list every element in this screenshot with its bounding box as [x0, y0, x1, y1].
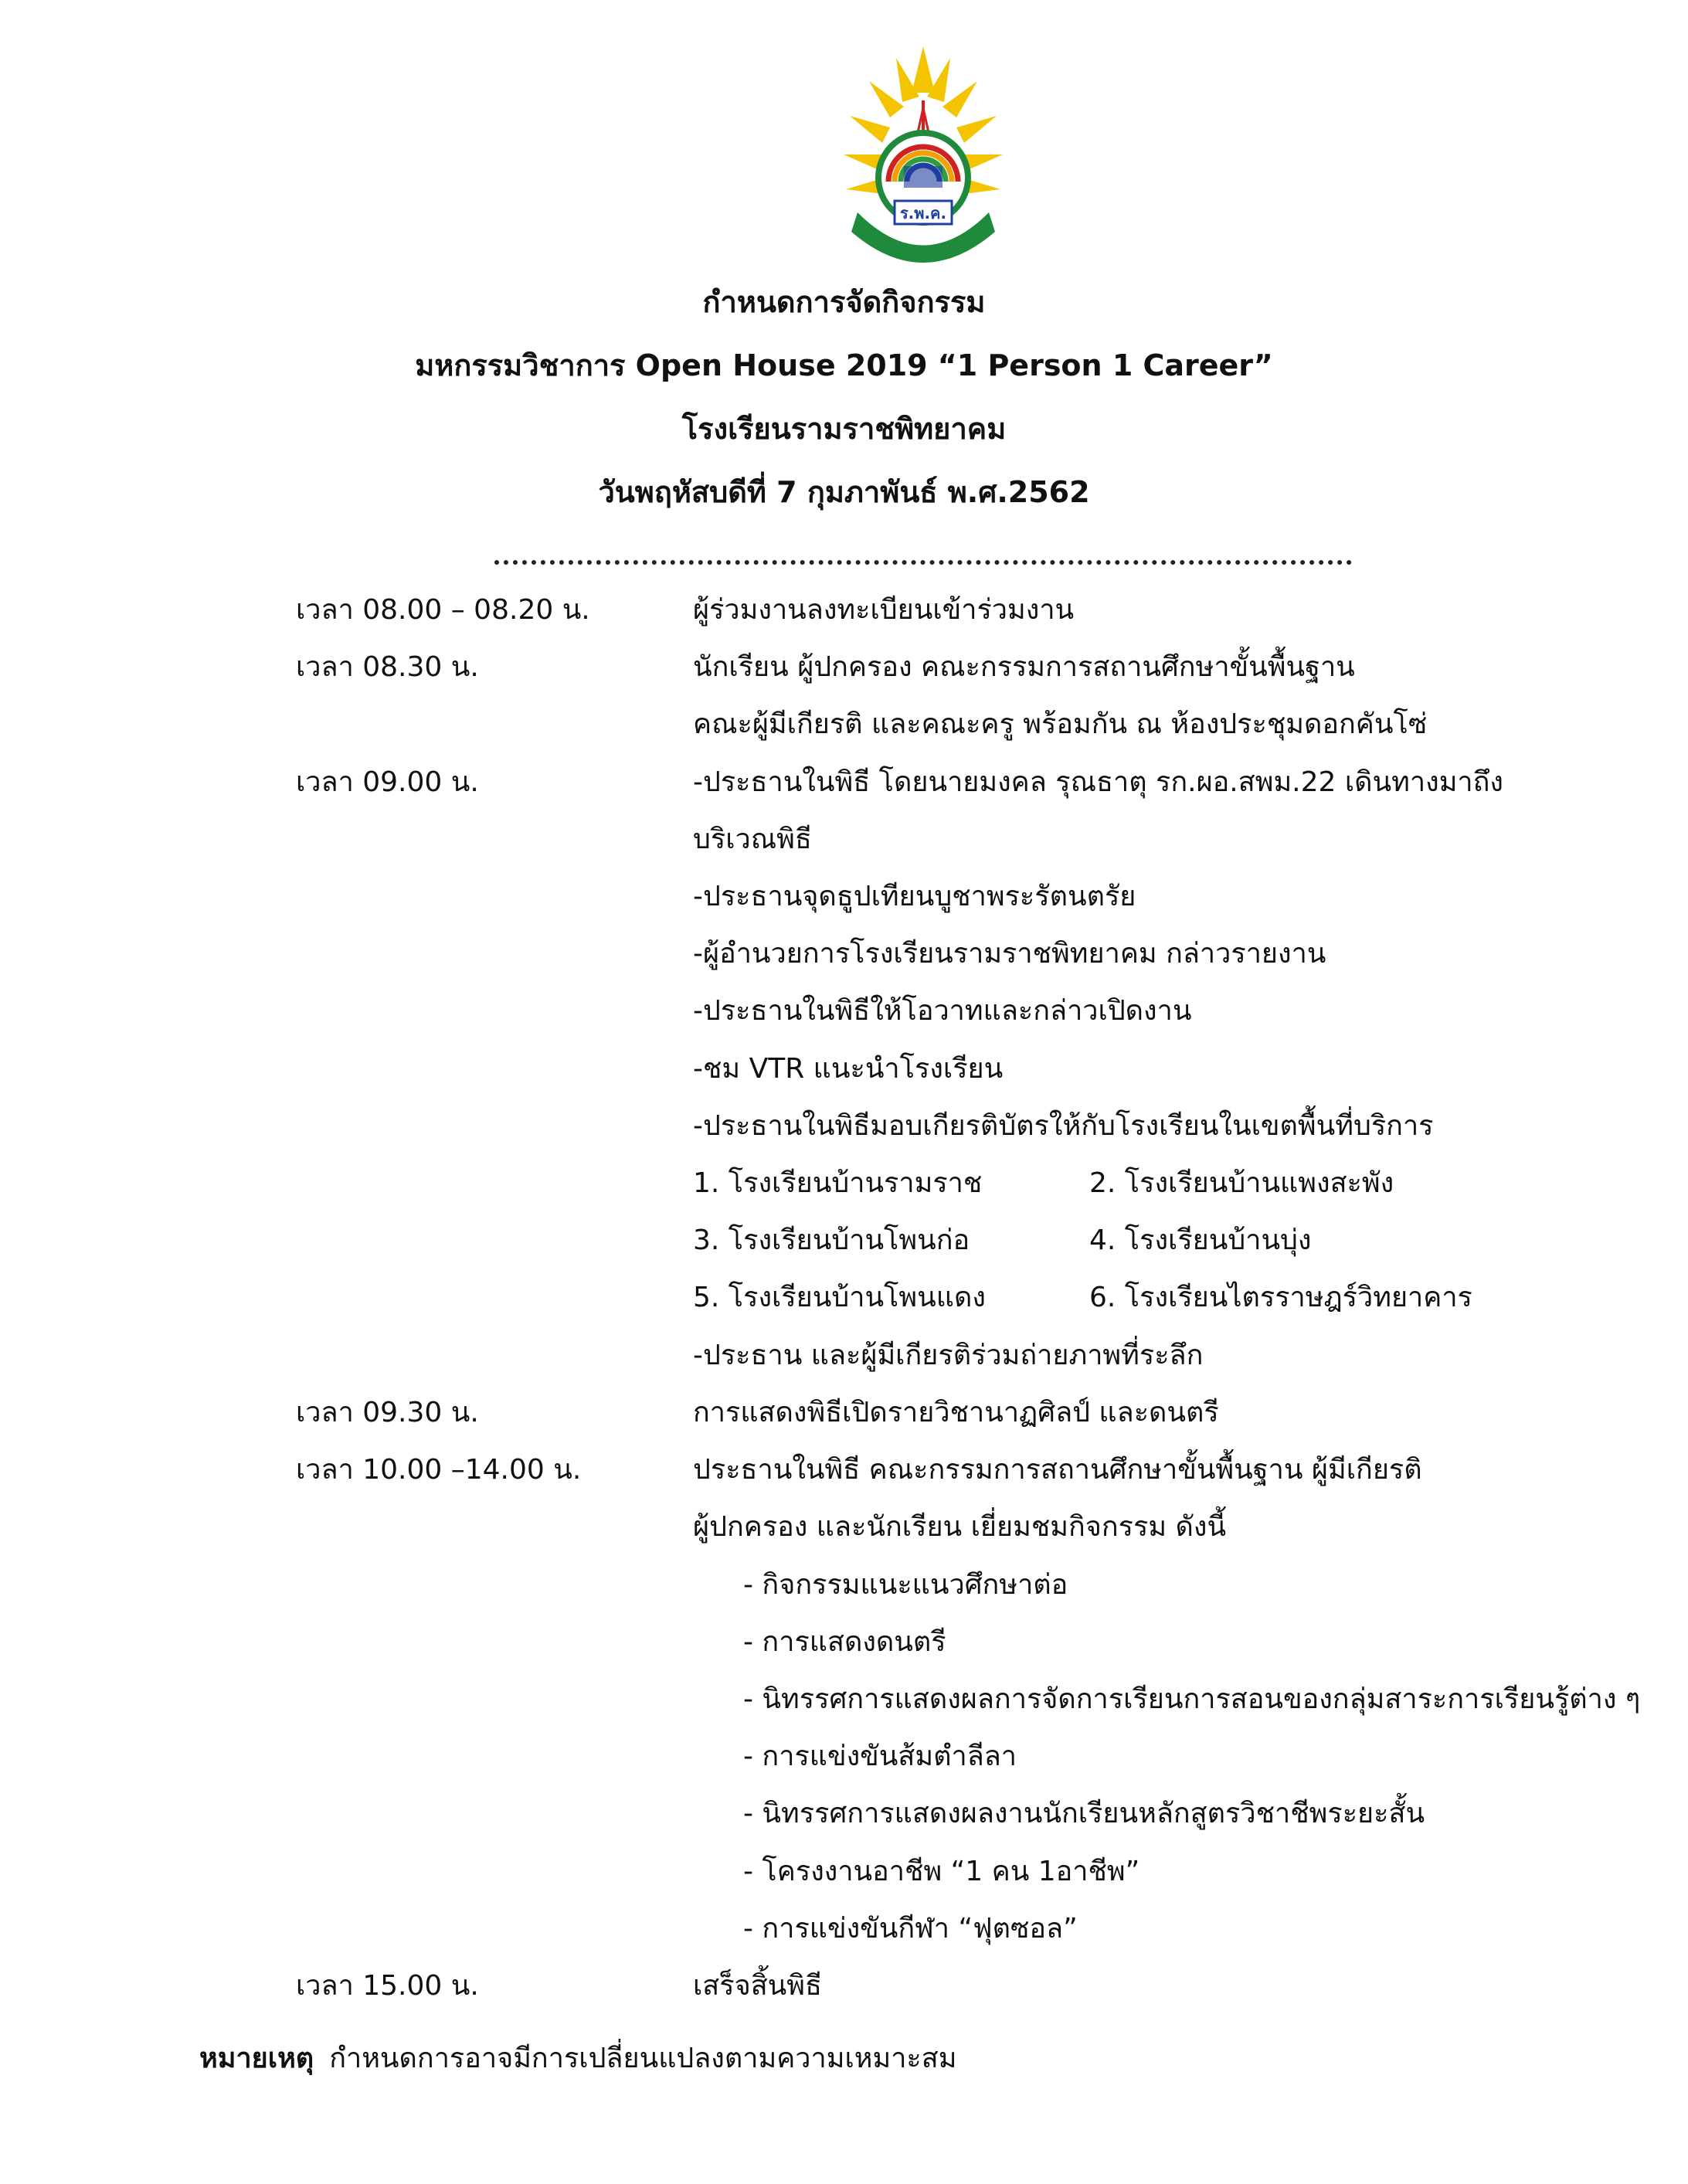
activity-item — [0, 1562, 1688, 1608]
schedule-desc: -ประธาน และผู้มีเกียรติร่วมถ่ายภาพที่ระลึก — [693, 1340, 1204, 1371]
activity-text: - นิทรรศการแสดงผลการจัดการเรียนการสอนของกลุ่มสาระการเรียนรู้ต่าง ๆ — [743, 1683, 1641, 1715]
school-name: โรงเรียนรามราชพิทยาคม — [681, 412, 1007, 446]
schedule-time: เวลา 08.30 น. — [296, 651, 479, 683]
logo-text: ร.พ.ค. — [899, 204, 947, 222]
schedule-desc: ประธานในพิธี คณะกรรมการสถานศึกษาขั้นพื้นฐาน ผู้มีเกียรติ — [693, 1454, 1422, 1486]
school-list-row — [0, 1160, 1688, 1207]
schedule-desc: -ประธานในพิธีให้โอวาทและกล่าวเปิดงาน — [693, 995, 1192, 1027]
activity-item — [0, 1906, 1688, 1952]
schedule-desc: -ประธานในพิธี โดยนายมงคล รุณธาตุ รก.ผอ.สพม.22 เดินทางมาถึง — [693, 766, 1504, 798]
schedule-desc: ผู้ร่วมงานลงทะเบียนเข้าร่วมงาน — [693, 594, 1075, 626]
footnote-text: กำหนดการอาจมีการเปลี่ยนแปลงตามความเหมาะสม — [329, 2043, 957, 2074]
school-list-row — [0, 1275, 1688, 1321]
activity-text: - การแสดงดนตรี — [743, 1626, 946, 1658]
school-item: 3. โรงเรียนบ้านโพนก่อ — [693, 1224, 970, 1256]
schedule-desc: คณะผู้มีเกียรติ และคณะครู พร้อมกัน ณ ห้องประชุมดอกคันโซ่ — [693, 708, 1428, 740]
school-item: 4. โรงเรียนบ้านบุ่ง — [1089, 1224, 1312, 1256]
schedule-row — [0, 644, 1688, 691]
activity-text: - นิทรรศการแสดงผลงานนักเรียนหลักสูตรวิชาชีพระยะสั้น — [743, 1798, 1425, 1829]
schedule-row — [0, 1046, 1688, 1092]
schedule-row — [0, 1447, 1688, 1493]
activity-item — [0, 1619, 1688, 1666]
schedule-row — [0, 931, 1688, 977]
school-item: 6. โรงเรียนไตรราษฎร์วิทยาคาร — [1089, 1282, 1472, 1313]
schedule-desc: นักเรียน ผู้ปกครอง คณะกรรมการสถานศึกษาขั้นพื้นฐาน — [693, 651, 1355, 683]
activity-text: - กิจกรรมแนะแนวศึกษาต่อ — [743, 1569, 1068, 1601]
activity-text: - การแข่งขันส้มตำลีลา — [743, 1741, 1017, 1772]
document-title: กำหนดการจัดกิจกรรม — [702, 285, 986, 319]
schedule-row — [0, 1103, 1688, 1150]
school-item: 2. โรงเรียนบ้านแพงสะพัง — [1089, 1167, 1394, 1199]
schedule-desc: -ประธานในพิธีมอบเกียรติบัตรให้กับโรงเรียนในเขตพื้นที่บริการ — [693, 1110, 1434, 1142]
schedule-row — [0, 587, 1688, 633]
footnote — [199, 2036, 956, 2080]
activity-text: - การแข่งขันกีฬา “ฟุตซอล” — [743, 1913, 1078, 1945]
school-list-row — [0, 1218, 1688, 1264]
schedule-time: เวลา 10.00 –14.00 น. — [296, 1454, 582, 1486]
schedule-desc: -ชม VTR แนะนำโรงเรียน — [693, 1053, 1004, 1085]
schedule-row — [0, 874, 1688, 920]
schedule-desc: -ประธานจุดธูปเทียนบูชาพระรัตนตรัย — [693, 881, 1136, 912]
schedule-row — [0, 1504, 1688, 1551]
schedule-desc: เสร็จสิ้นพิธี — [693, 1970, 822, 2002]
footnote-label: หมายเหตุ — [199, 2043, 314, 2074]
dotted-divider — [494, 552, 1352, 565]
school-item: 1. โรงเรียนบ้านรามราช — [693, 1167, 983, 1199]
school-logo — [842, 46, 1004, 270]
schedule-row — [0, 1963, 1688, 2009]
activity-text: - โครงงานอาชีพ “1 คน 1อาชีพ” — [743, 1856, 1140, 1887]
schedule-row — [0, 1390, 1688, 1436]
event-title: มหกรรมวิชาการ Open House 2019 “1 Person 1 Career” — [415, 348, 1273, 382]
activity-item — [0, 1849, 1688, 1895]
schedule-row — [0, 988, 1688, 1034]
schedule-desc: ผู้ปกครอง และนักเรียน เยี่ยมชมกิจกรรม ดังนี้ — [693, 1511, 1227, 1543]
schedule-time: เวลา 09.00 น. — [296, 766, 479, 798]
schedule-desc: บริเวณพิธี — [693, 824, 812, 855]
event-date: วันพฤหัสบดีที่ 7 กุมภาพันธ์ พ.ศ.2562 — [598, 475, 1090, 509]
schedule-time: เวลา 09.30 น. — [296, 1397, 479, 1428]
schedule-row — [0, 759, 1688, 806]
schedule-desc: -ผู้อำนวยการโรงเรียนรามราชพิทยาคม กล่าวรายงาน — [693, 938, 1326, 970]
schedule-time: เวลา 08.00 – 08.20 น. — [296, 594, 590, 626]
activity-item — [0, 1734, 1688, 1780]
school-item: 5. โรงเรียนบ้านโพนแดง — [693, 1282, 986, 1313]
schedule-time: เวลา 15.00 น. — [296, 1970, 479, 2002]
schedule-row — [0, 817, 1688, 863]
schedule-row — [0, 701, 1688, 748]
activity-item — [0, 1791, 1688, 1837]
schedule-row — [0, 1333, 1688, 1379]
schedule-desc: การแสดงพิธีเปิดรายวิชานาฏศิลป์ และดนตรี — [693, 1397, 1219, 1428]
activity-item — [0, 1676, 1688, 1723]
